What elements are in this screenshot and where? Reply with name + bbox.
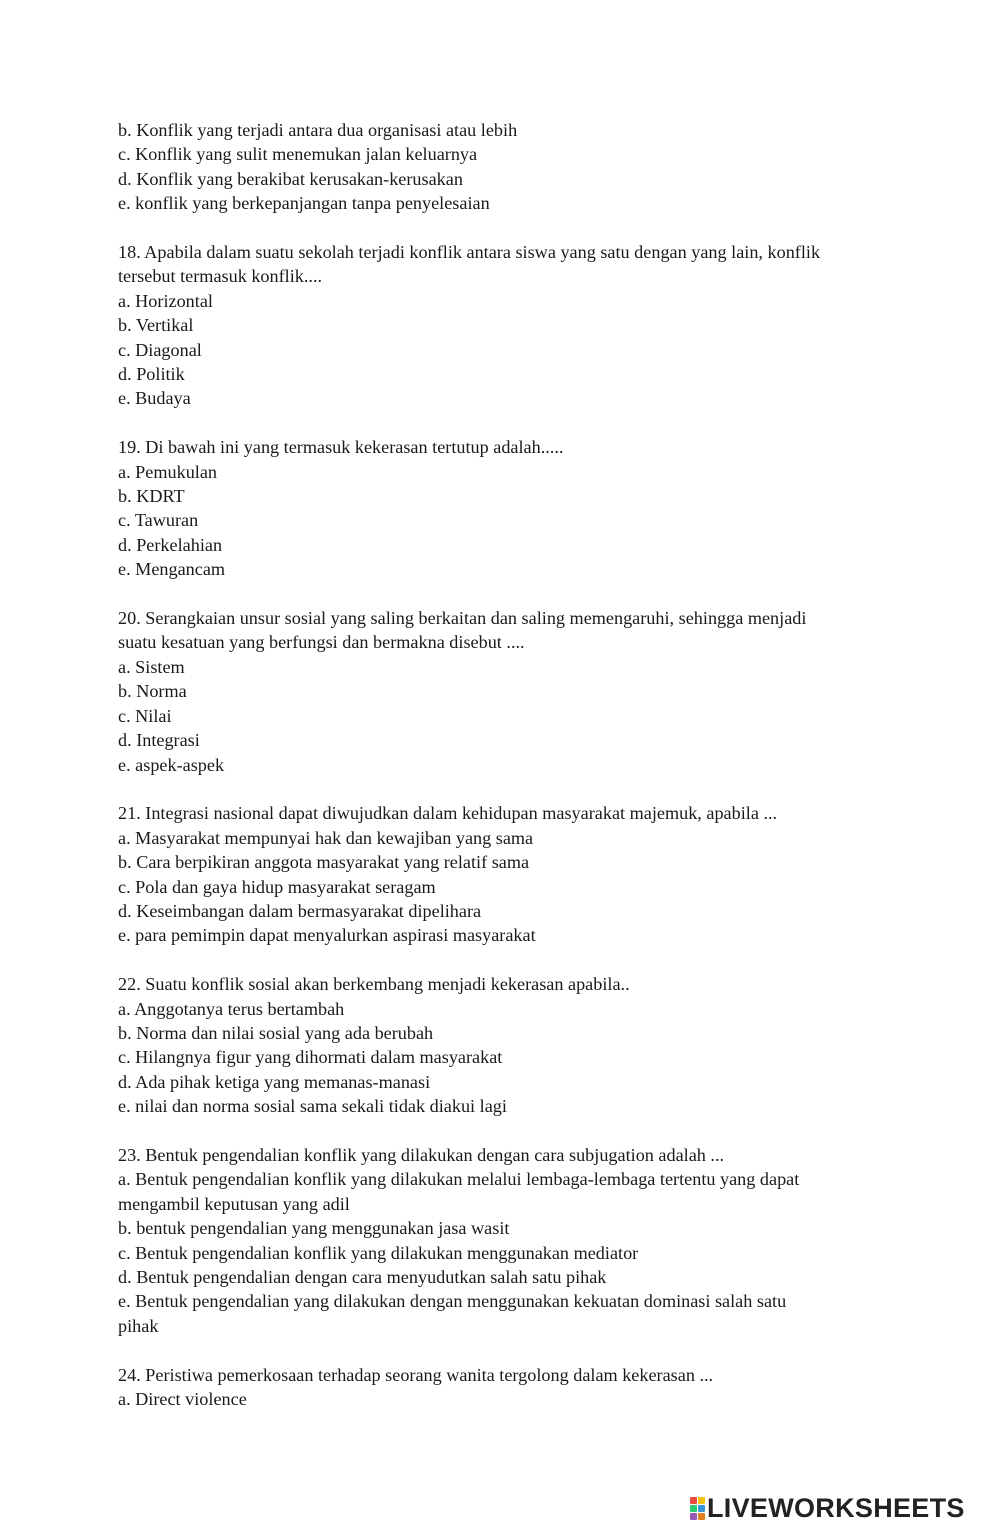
question-block-19 xyxy=(118,435,898,581)
logo-cell xyxy=(690,1497,697,1504)
option-text: c. Pola dan gaya hidup masyarakat seragam xyxy=(118,876,436,897)
option-text: c. Bentuk pengendalian konflik yang dilakukan menggunakan mediator xyxy=(118,1242,639,1263)
question-block-17-tail xyxy=(118,118,898,216)
logo-cell xyxy=(698,1513,705,1520)
option-text: b. bentuk pengendalian yang menggunakan jasa wasit xyxy=(118,1218,510,1239)
option-text: c. Nilai xyxy=(118,705,172,726)
question-block-23 xyxy=(118,1143,898,1338)
question-block-18 xyxy=(118,240,898,411)
option-text: d. Ada pihak ketiga yang memanas-manasi xyxy=(118,1071,431,1092)
option-text: pihak xyxy=(118,1315,159,1336)
question-text: 18. Apabila dalam suatu sekolah terjadi konflik antara siswa yang satu dengan yang lain, konflik xyxy=(118,242,821,263)
option-text: b. Norma xyxy=(118,681,187,702)
option-text: e. konflik yang berkepanjangan tanpa penyelesaian xyxy=(118,193,490,214)
option-text: a. Masyarakat mempunyai hak dan kewajiban yang sama xyxy=(118,827,534,848)
option-text: e. nilai dan norma sosial sama sekali tidak diakui lagi xyxy=(118,1096,507,1117)
option-text: d. Perkelahian xyxy=(118,534,223,555)
logo-cell xyxy=(698,1505,705,1512)
logo-cell xyxy=(698,1497,705,1504)
option-text: a. Sistem xyxy=(118,656,185,677)
option-text: c. Tawuran xyxy=(118,510,199,531)
question-block-20 xyxy=(118,606,898,777)
question-text: 20. Serangkaian unsur sosial yang saling berkaitan dan saling memengaruhi, sehingga menjadi xyxy=(118,608,807,629)
option-text: d. Politik xyxy=(118,364,185,385)
question-block-22 xyxy=(118,972,898,1118)
question-text: tersebut termasuk konflik.... xyxy=(118,266,323,287)
option-text: a. Pemukulan xyxy=(118,461,218,482)
question-text: 21. Integrasi nasional dapat diwujudkan dalam kehidupan masyarakat majemuk, apabila ... xyxy=(118,803,778,824)
question-block-24 xyxy=(118,1363,898,1412)
option-text: c. Hilangnya figur yang dihormati dalam masyarakat xyxy=(118,1047,503,1068)
question-text: suatu kesatuan yang berfungsi dan bermakna disebut .... xyxy=(118,632,525,653)
option-text: e. aspek-aspek xyxy=(118,754,225,775)
brand-text: LIVEWORKSHEETS xyxy=(707,1492,965,1523)
option-text: a. Bentuk pengendalian konflik yang dilakukan melalui lembaga-lembaga tertentu yang dapat xyxy=(118,1169,800,1190)
option-text: b. Norma dan nilai sosial yang ada berubah xyxy=(118,1022,434,1043)
option-text: d. Konflik yang berakibat kerusakan-kerusakan xyxy=(118,168,463,189)
liveworksheets-brand[interactable] xyxy=(690,1493,965,1523)
logo-cell xyxy=(690,1505,697,1512)
option-text: d. Bentuk pengendalian dengan cara menyudutkan salah satu pihak xyxy=(118,1267,607,1287)
option-text: e. Bentuk pengendalian yang dilakukan dengan menggunakan kekuatan dominasi salah satu xyxy=(118,1291,787,1312)
option-text: b. Konflik yang terjadi antara dua organisasi atau lebih xyxy=(118,120,518,140)
question-text: 22. Suatu konflik sosial akan berkembang menjadi kekerasan apabila.. xyxy=(118,974,630,995)
option-text: e. para pemimpin dapat menyalurkan aspirasi masyarakat xyxy=(118,925,536,946)
option-text: e. Budaya xyxy=(118,388,191,409)
option-text: b. Cara berpikiran anggota masyarakat yang relatif sama xyxy=(118,852,530,873)
logo-cell xyxy=(690,1513,697,1520)
option-text: a. Horizontal xyxy=(118,290,213,311)
option-text: e. Mengancam xyxy=(118,559,226,580)
option-text: c. Diagonal xyxy=(118,339,202,360)
question-text: 24. Peristiwa pemerkosaan terhadap seorang wanita tergolong dalam kekerasan ... xyxy=(118,1364,714,1385)
option-text: a. Anggotanya terus bertambah xyxy=(118,998,345,1019)
worksheet-content xyxy=(118,118,898,1436)
option-text: b. KDRT xyxy=(118,486,185,507)
question-block-21 xyxy=(118,801,898,947)
option-text: c. Konflik yang sulit menemukan jalan keluarnya xyxy=(118,144,478,165)
liveworksheets-logo-icon xyxy=(690,1497,705,1520)
option-text: mengambil keputusan yang adil xyxy=(118,1193,350,1214)
option-text: b. Vertikal xyxy=(118,315,194,336)
option-text: d. Keseimbangan dalam bermasyarakat dipelihara xyxy=(118,900,482,921)
question-text: 23. Bentuk pengendalian konflik yang dilakukan dengan cara subjugation adalah ... xyxy=(118,1144,725,1165)
question-text: 19. Di bawah ini yang termasuk kekerasan tertutup adalah..... xyxy=(118,437,564,458)
option-text: d. Integrasi xyxy=(118,730,200,751)
option-text: a. Direct violence xyxy=(118,1389,247,1410)
